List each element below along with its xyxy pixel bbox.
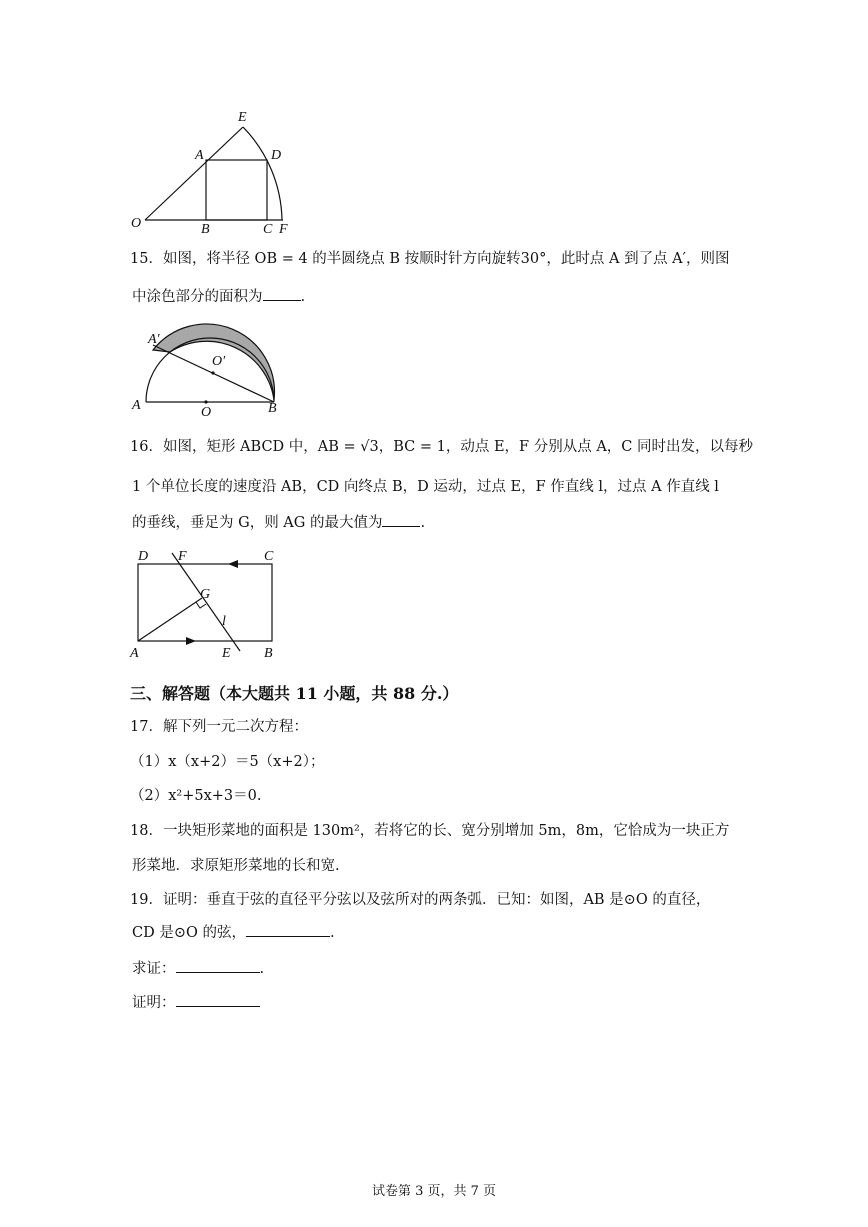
label-E: E <box>238 110 247 125</box>
label-O: O <box>131 216 142 231</box>
label-B: B <box>264 646 273 661</box>
arc-EF <box>243 127 282 220</box>
label-B: B <box>201 222 210 235</box>
label-F: F <box>279 222 288 235</box>
q15-line2-text: 中涂色部分的面积为 <box>132 289 263 305</box>
q19-proof <box>132 992 260 1013</box>
label-O: O <box>201 405 212 420</box>
label-A: A <box>132 398 141 413</box>
label-F: F <box>178 549 187 564</box>
q19-proof-label: 证明： <box>132 995 176 1011</box>
q19-line2-end: . <box>329 925 335 941</box>
label-E: E <box>222 646 231 661</box>
label-D: D <box>271 148 282 163</box>
q17-part1: （1）x（x+2）＝5（x+2）； <box>130 754 325 770</box>
figure-q14 <box>125 105 305 235</box>
line-OE <box>145 127 243 220</box>
section3-title: 三、解答题（本大题共 11 小题，共 88 分.） <box>130 684 459 703</box>
label-A: A <box>195 148 204 163</box>
label-C: C <box>264 549 274 564</box>
page-footer: 试卷第 3 页，共 7 页 <box>371 1184 497 1199</box>
rectangle-ABCD <box>138 564 272 641</box>
q19-given-blank[interactable] <box>246 922 330 937</box>
q15-line1: 15．如图，将半径 OB = 4 的半圆绕点 B 按顺时针方向旋转30°，此时点 A 到了点 A′，则图 <box>130 251 730 267</box>
label-G: G <box>200 587 211 602</box>
q19-prove-blank[interactable] <box>176 958 260 973</box>
point-O-prime <box>211 371 214 374</box>
q19-line1: 19．证明：垂直于弦的直径平分弦以及弦所对的两条弧．已知：如图，AB 是⊙O 的直径， <box>130 892 711 908</box>
q15-answer-blank[interactable] <box>263 286 301 301</box>
label-B: B <box>268 401 277 416</box>
q18-line2: 形菜地．求原矩形菜地的长和宽. <box>132 858 340 874</box>
q15-line2 <box>132 286 305 307</box>
figure-q16 <box>128 545 288 665</box>
q16-line3-end: . <box>420 515 426 531</box>
label-l: l <box>222 614 226 629</box>
q16-line3 <box>132 512 425 533</box>
arrow-CD <box>228 560 238 568</box>
q19-proof-blank[interactable] <box>176 992 260 1007</box>
q19-line2-text: CD 是⊙O 的弦， <box>132 925 246 941</box>
q18-line1: 18．一块矩形菜地的面积是 130m²，若将它的长、宽分别增加 5m，8m，它恰成为一块正方 <box>130 823 730 839</box>
q19-prove <box>132 958 264 979</box>
label-A-prime: A′ <box>148 332 160 347</box>
label-C: C <box>263 222 273 235</box>
label-A: A <box>130 646 139 661</box>
label-D: D <box>138 549 149 564</box>
square-ABCD <box>206 160 267 220</box>
arrow-AB <box>186 637 196 645</box>
q19-prove-end: . <box>259 961 265 977</box>
q16-line1: 16．如图，矩形 ABCD 中，AB = √3，BC = 1，动点 E，F 分别从点 A，C 同时出发，以每秒 <box>130 439 754 455</box>
q16-line2: 1 个单位长度的速度沿 AB，CD 向终点 B，D 运动，过点 E，F 作直线 l，过点 A 作直线 l <box>132 479 719 495</box>
right-angle-mark <box>196 602 206 608</box>
q16-answer-blank[interactable] <box>382 512 420 527</box>
q15-line2-end: . <box>300 289 306 305</box>
q17-part2: （2）x²+5x+3＝0. <box>130 788 262 804</box>
point-O <box>204 400 207 403</box>
q19-prove-label: 求证： <box>132 961 176 977</box>
figure-q15 <box>128 305 293 420</box>
q19-line2 <box>132 922 335 943</box>
label-O-prime: O′ <box>212 354 226 369</box>
q17-stem: 17．解下列一元二次方程： <box>130 719 308 735</box>
segment-AG <box>138 598 202 641</box>
line-l <box>172 553 240 651</box>
q16-line3-text: 的垂线，垂足为 G，则 AG 的最大值为 <box>132 515 383 531</box>
